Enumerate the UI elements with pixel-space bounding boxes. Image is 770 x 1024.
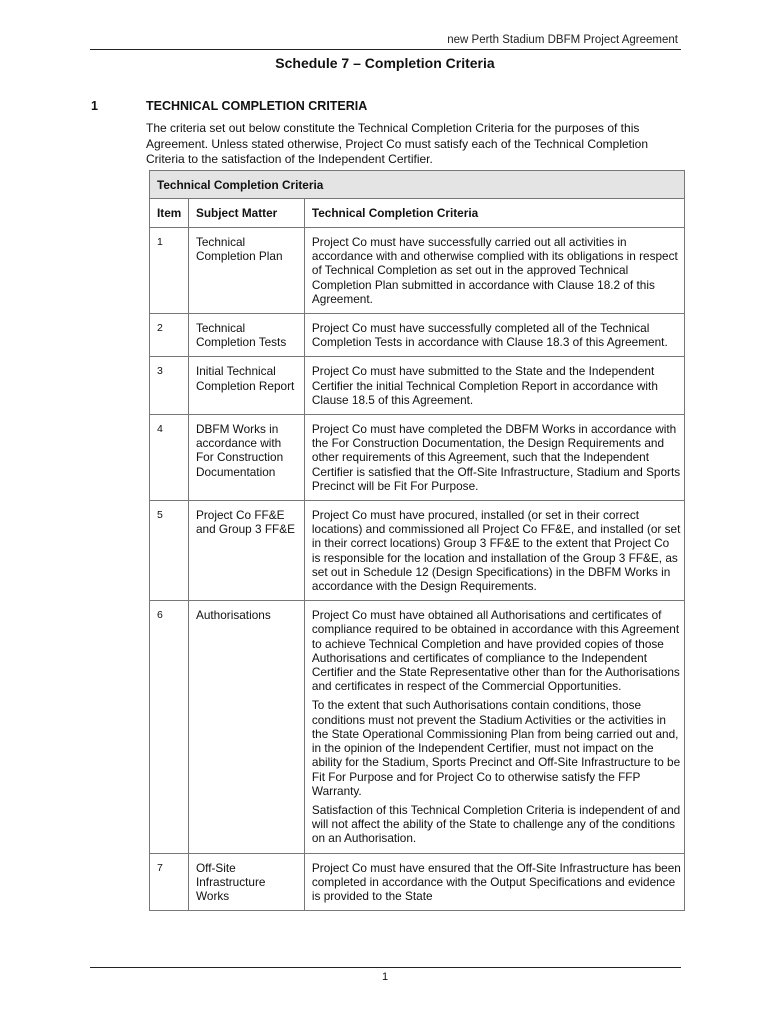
page-number: 1 xyxy=(381,971,389,983)
table-caption: Technical Completion Criteria xyxy=(150,171,685,199)
row-subject-matter: DBFM Works in accordance with For Construction Documentation xyxy=(188,415,304,501)
running-header: new Perth Stadium DBFM Project Agreement xyxy=(447,34,678,46)
table-row xyxy=(150,415,685,501)
criteria-paragraph: Project Co must have successfully carried out all activities in accordance with and otherwise complied with its obligations in respect of Technical Completion as set out in the approved Technical Completion Plan submitted in accordance with Clause 18.2 of this Agreement. xyxy=(311,235,678,306)
row-criteria xyxy=(304,314,684,357)
row-subject-matter: Project Co FF&E and Group 3 FF&E xyxy=(188,501,304,601)
criteria-paragraph: Project Co must have procured, installed (or set in their correct locations) and commissioned all Project Co FF&E, and installed (or set in their correct locations) Group 3 FF&E to the extent that Project Co is responsible for the location and installation of the Group 3 FF&E, as set out in Schedule 12 (Design Specifications) in the DBFM Works in accordance with the Design Requirements. xyxy=(311,508,681,594)
row-criteria xyxy=(304,501,684,601)
row-criteria xyxy=(304,357,684,415)
table-row xyxy=(150,853,685,911)
row-subject-matter: Authorisations xyxy=(188,601,304,853)
row-criteria xyxy=(304,415,684,501)
criteria-paragraph: Project Co must have completed the DBFM Works in accordance with the For Construction Documentation, the Design Requirements and other requirements of this Agreement, such that the Independent Certifier is satisfied that the Off-Site Infrastructure, Stadium and Sports Precinct will be Fit For Purpose. xyxy=(311,422,681,493)
criteria-paragraph: Project Co must have successfully completed all of the Technical Completion Tests in accordance with Clause 18.3 of this Agreement. xyxy=(311,321,668,350)
header-divider xyxy=(90,49,681,50)
row-subject-matter: Technical Completion Plan xyxy=(188,228,304,314)
row-subject-matter: Initial Technical Completion Report xyxy=(188,357,304,415)
column-header-item: Item xyxy=(150,199,189,228)
row-criteria xyxy=(304,853,684,911)
table-header-row xyxy=(150,199,685,228)
row-item-number: 4 xyxy=(150,415,189,501)
criteria-paragraph: Project Co must have ensured that the Off-Site Infrastructure has been completed in accordance with the Output Specifications and evidence is provided to the State xyxy=(311,860,681,903)
row-item-number: 7 xyxy=(150,853,189,911)
section-title: TECHNICAL COMPLETION CRITERIA xyxy=(146,99,368,113)
section-number: 1 xyxy=(91,99,98,113)
table-row xyxy=(150,601,685,853)
criteria-paragraph: Project Co must have submitted to the State and the Independent Certifier the initial Technical Completion Report in accordance with Clause 18.5 of this Agreement. xyxy=(311,364,658,407)
criteria-paragraph: Project Co must have obtained all Authorisations and certificates of compliance required to be obtained in accordance with this Agreement to achieve Technical Completion and have provided copies of those Authorisations and certificates of compliance to the Independent Certifier and the State Representative other than for the Authorisations and certificates in respect of the Commercial Opportunities. xyxy=(311,608,680,694)
column-header-subject: Subject Matter xyxy=(188,199,304,228)
row-item-number: 1 xyxy=(150,228,189,314)
section-intro: The criteria set out below constitute the Technical Completion Criteria for the purposes of this Agreement. Unless stated otherwise, Project Co must satisfy each of the Technical Completion Criteria to the satisfaction of the Independent Certifier. xyxy=(146,121,649,166)
schedule-title: Schedule 7 – Completion Criteria xyxy=(275,55,495,71)
criteria-paragraph: Satisfaction of this Technical Completion Criteria is independent of and will not affect the ability of the State to challenge any of the conditions on an Authorisation. xyxy=(311,802,681,846)
row-item-number: 6 xyxy=(150,601,189,853)
footer-divider xyxy=(90,967,681,968)
row-criteria xyxy=(304,601,684,853)
table-row xyxy=(150,501,685,601)
row-item-number: 3 xyxy=(150,357,189,415)
row-criteria xyxy=(304,228,684,314)
criteria-table xyxy=(149,170,685,911)
row-item-number: 5 xyxy=(150,501,189,601)
row-subject-matter: Off-Site Infrastructure Works xyxy=(188,853,304,911)
table-row xyxy=(150,314,685,357)
criteria-paragraph: To the extent that such Authorisations contain conditions, those conditions must not prevent the Stadium Activities or the activities in the State Operational Commissioning Plan from being carried out and, in the opinion of the Independent Certifier, must not impact on the ability for the Stadium, Sports Precinct and Off-Site Infrastructure to be Fit For Purpose and for Project Co to otherwise satisfy the FFP Warranty. xyxy=(311,698,681,798)
table-row xyxy=(150,357,685,415)
row-item-number: 2 xyxy=(150,314,189,357)
table-row xyxy=(150,228,685,314)
row-subject-matter: Technical Completion Tests xyxy=(188,314,304,357)
column-header-criteria: Technical Completion Criteria xyxy=(304,199,684,228)
